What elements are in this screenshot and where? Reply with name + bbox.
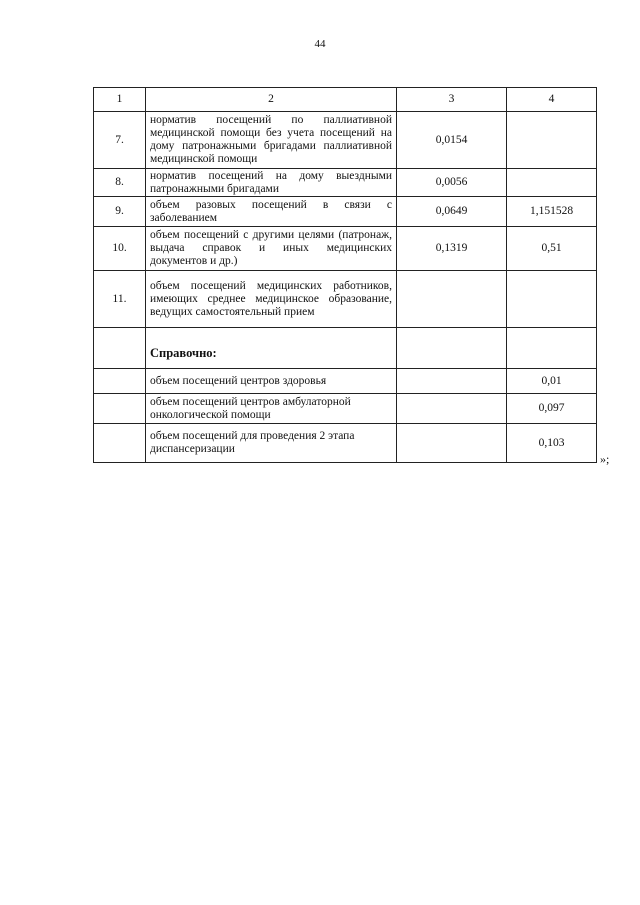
header-cell: 2 bbox=[146, 88, 397, 112]
reference-label: Справочно: bbox=[146, 328, 397, 369]
row-number: 11. bbox=[94, 271, 146, 328]
row-value-col3 bbox=[397, 271, 507, 328]
row-description: объем посещений для проведения 2 этапа диспансеризации bbox=[146, 424, 397, 463]
header-cell: 1 bbox=[94, 88, 146, 112]
empty-cell bbox=[507, 328, 597, 369]
row-description: объем посещений центров амбулаторной онкологической помощи bbox=[146, 394, 397, 424]
row-value-col4: 0,51 bbox=[507, 227, 597, 271]
table-header-row bbox=[94, 88, 597, 112]
row-description: объем посещений с другими целями (патронаж, выдача справок и иных медицинских документов и др.) bbox=[146, 227, 397, 271]
row-value-col3: 0,0649 bbox=[397, 197, 507, 227]
table-row bbox=[94, 112, 597, 169]
row-number: 10. bbox=[94, 227, 146, 271]
empty-cell bbox=[94, 424, 146, 463]
row-value-col4: 0,103 bbox=[507, 424, 597, 463]
table-row bbox=[94, 169, 597, 197]
table-row bbox=[94, 271, 597, 328]
empty-cell bbox=[94, 328, 146, 369]
table-row bbox=[94, 197, 597, 227]
row-number: 7. bbox=[94, 112, 146, 169]
header-cell: 4 bbox=[507, 88, 597, 112]
table-row bbox=[94, 394, 597, 424]
norms-table bbox=[93, 87, 597, 463]
empty-cell bbox=[94, 369, 146, 394]
row-description: объем разовых посещений в связи с заболеванием bbox=[146, 197, 397, 227]
row-value-col4: 1,151528 bbox=[507, 197, 597, 227]
row-description: объем посещений центров здоровья bbox=[146, 369, 397, 394]
row-value-col4 bbox=[507, 169, 597, 197]
row-value-col4: 0,01 bbox=[507, 369, 597, 394]
row-description: объем посещений медицинских работников, имеющих среднее медицинское образование, ведущих самостоятельный прием bbox=[146, 271, 397, 328]
row-value-col3: 0,0056 bbox=[397, 169, 507, 197]
table-row bbox=[94, 369, 597, 394]
row-value-col3 bbox=[397, 424, 507, 463]
header-cell: 3 bbox=[397, 88, 507, 112]
row-number: 9. bbox=[94, 197, 146, 227]
row-value-col3 bbox=[397, 394, 507, 424]
row-value-col3: 0,0154 bbox=[397, 112, 507, 169]
row-description: норматив посещений по паллиативной медицинской помощи без учета посещений на дому патронажными бригадами паллиативной медицинской помощи bbox=[146, 112, 397, 169]
empty-cell bbox=[94, 394, 146, 424]
table-row bbox=[94, 424, 597, 463]
row-value-col4 bbox=[507, 112, 597, 169]
table-row bbox=[94, 227, 597, 271]
closing-quote-mark: »; bbox=[600, 452, 610, 466]
row-value-col3 bbox=[397, 369, 507, 394]
reference-header-row bbox=[94, 328, 597, 369]
row-number: 8. bbox=[94, 169, 146, 197]
empty-cell bbox=[397, 328, 507, 369]
row-value-col4: 0,097 bbox=[507, 394, 597, 424]
row-description: норматив посещений на дому выездными патронажными бригадами bbox=[146, 169, 397, 197]
page-number: 44 bbox=[314, 38, 326, 50]
row-value-col4 bbox=[507, 271, 597, 328]
row-value-col3: 0,1319 bbox=[397, 227, 507, 271]
